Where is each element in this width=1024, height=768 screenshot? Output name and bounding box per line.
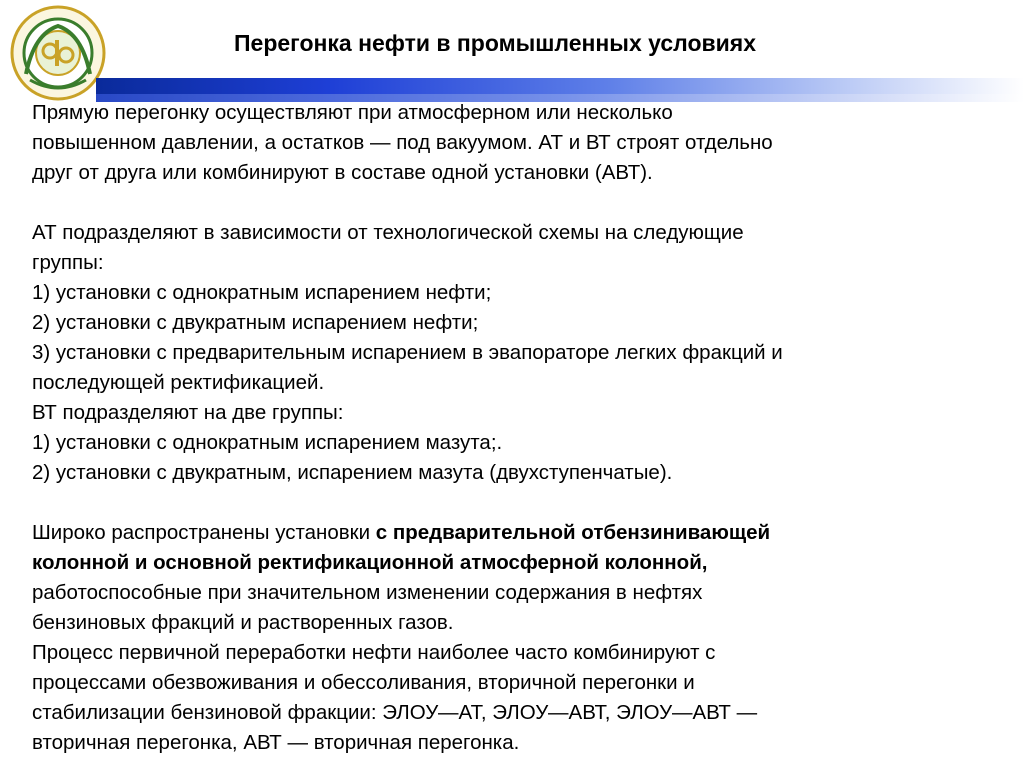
list-item: 1) установки с однократным испарением нефти; [32,281,492,304]
slide-body [32,98,992,758]
emphasis-text: с предварительной отбензинивающей [375,521,771,544]
list-item: 1) установки с однократным испарением мазута;. [32,431,503,454]
body-line: Процесс первичной переработки нефти наиболее часто комбинируют с [32,641,716,664]
body-line: стабилизации бензиновой фракции: ЭЛОУ—АТ, ЭЛОУ—АВТ, ЭЛОУ—АВТ — [32,701,758,724]
body-line [32,518,992,548]
list-item: 2) установки с двукратным, испарением мазута (двухступенчатые). [32,461,673,484]
body-line: группы: [32,251,104,274]
body-line: бензиновых фракций и растворенных газов. [32,611,454,634]
list-item: 2) установки с двукратным испарением нефти; [32,311,479,334]
body-line: работоспособные при значительном изменении содержания в нефтях [32,581,703,604]
list-item: последующей ректификацией. [32,371,325,394]
emphasis-text: колонной и основной ректификационной атмосферной колонной, [32,551,708,574]
body-line [32,548,992,578]
body-text: Широко распространены установки [32,521,376,544]
body-line: АТ подразделяют в зависимости от технологической схемы на следующие [32,221,744,244]
body-line: ВТ подразделяют на две группы: [32,401,344,424]
body-line: друг от друга или комбинируют в составе одной установки (АВТ). [32,161,653,184]
list-item: 3) установки с предварительным испарением в эвапораторе легких фракций и [32,341,783,364]
body-line: повышенном давлении, а остатков — под вакуумом. АТ и ВТ строят отдельно [32,131,773,154]
page-title: Перегонка нефти в промышленных условиях [234,30,756,56]
body-line: процессами обезвоживания и обессоливания, вторичной перегонки и [32,671,695,694]
body-line: Прямую перегонку осуществляют при атмосферном или несколько [32,101,673,124]
body-line: вторичная перегонка, АВТ — вторичная перегонка. [32,731,520,754]
